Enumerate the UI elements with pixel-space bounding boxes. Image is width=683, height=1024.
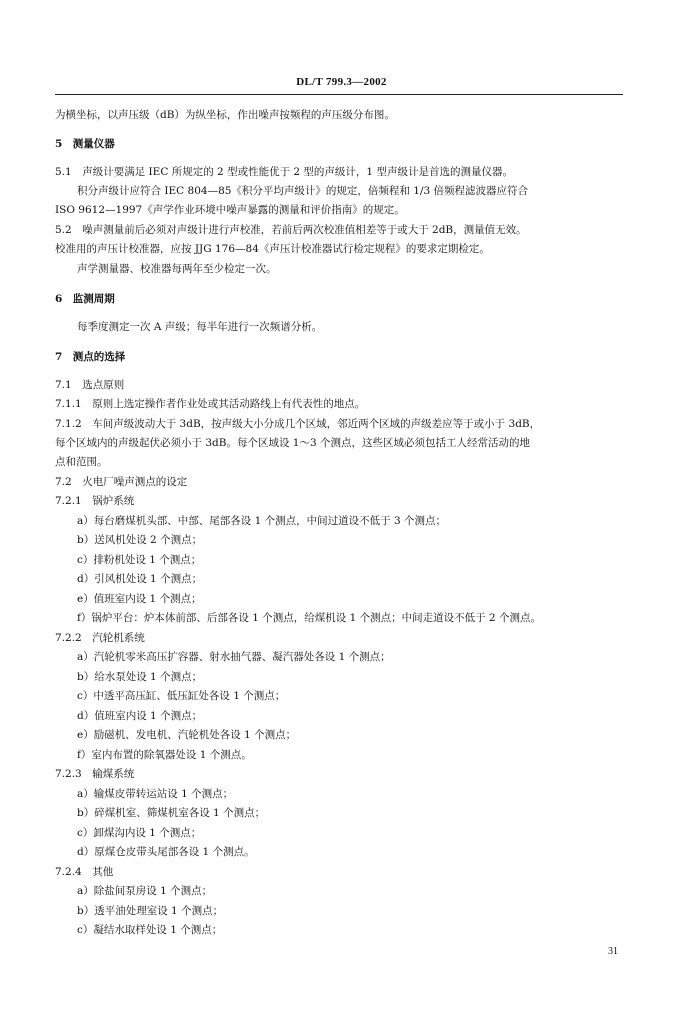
list-item: a）汽轮机零米高压扩容器、射水抽气器、凝汽器处各设 1 个测点； — [77, 651, 391, 663]
text-line: 点和范围。 — [55, 456, 108, 468]
list-item: d）值班室内设 1 个测点； — [77, 710, 203, 722]
section-heading: 6 监测周期 — [55, 293, 115, 305]
text-line: 5.1 声级计要满足 IEC 所规定的 2 型或性能优于 2 型的声级计，1 型声级计是首选的测量仪器。 — [55, 166, 513, 178]
list-item: a）输煤皮带转运站设 1 个测点； — [77, 788, 234, 800]
section-heading: 5 测量仪器 — [55, 138, 115, 150]
list-item: a）每台磨煤机头部、中部、尾部各设 1 个测点，中间过道设不低于 3 个测点； — [77, 515, 446, 527]
list-item: d）引风机处设 1 个测点； — [77, 573, 203, 585]
list-item: d）原煤仓皮带头尾部各设 1 个测点。 — [77, 846, 255, 858]
header-rule — [55, 94, 623, 95]
text-line: ISO 9612—1997《声学作业环境中噪声暴露的测量和评价指南》的规定。 — [55, 204, 405, 216]
text-line: 积分声级计应符合 IEC 804—85《积分平均声级计》的规定，倍频程和 1/3 倍频程滤波器应符合 — [77, 185, 528, 197]
list-item: c）卸煤沟内设 1 个测点； — [77, 827, 202, 839]
text-line: 为横坐标，以声压级（dB）为纵坐标，作出噪声按频程的声压级分布图。 — [55, 109, 395, 121]
text-line: 7.2 火电厂噪声测点的设定 — [55, 476, 188, 488]
section-heading: 7 测点的选择 — [55, 351, 126, 363]
text-line: 7.2.1 锅炉系统 — [55, 495, 135, 507]
list-item: e）值班室内设 1 个测点； — [77, 593, 202, 605]
running-header: DL/T 799.3—2002 — [296, 76, 387, 88]
list-item: a）除盐间泵房设 1 个测点； — [77, 885, 213, 897]
page-number: 31 — [608, 946, 618, 957]
text-line: 声学测量器、校准器每两年至少检定一次。 — [77, 263, 277, 275]
text-line: 7.1 选点原则 — [55, 379, 125, 391]
text-line: 每个区域内的声级起伏必须小于 3dB。每个区域设 1～3 个测点，这些区域必须包括工人经常活动的地 — [55, 437, 530, 449]
list-item: f）室内布置的除氧器处设 1 个测点。 — [77, 749, 252, 761]
text-line: 5.2 噪声测量前后必须对声级计进行声校准，若前后两次校准值相差等于或大于 2dB，测量值无效。 — [55, 224, 527, 236]
text-line: 每季度测定一次 A 声级；每半年进行一次频谱分析。 — [77, 321, 323, 333]
list-item: b）透平油处理室设 1 个测点； — [77, 905, 224, 917]
list-item: b）给水泵处设 1 个测点； — [77, 671, 203, 683]
list-item: e）励磁机、发电机、汽轮机处各设 1 个测点； — [77, 729, 297, 741]
list-item: b）碎煤机室、筛煤机室各设 1 个测点； — [77, 807, 266, 819]
list-item: f）锅炉平台：炉本体前部、后部各设 1 个测点，给煤机设 1 个测点；中间走道设不低于 2 个测点。 — [77, 612, 541, 624]
text-line: 7.2.4 其他 — [55, 866, 114, 878]
list-item: c）凝结水取样处设 1 个测点； — [77, 924, 223, 936]
list-item: c）中透平高压缸、低压缸处各设 1 个测点； — [77, 690, 286, 702]
text-line: 7.2.3 输煤系统 — [55, 768, 135, 780]
text-line: 校准用的声压计校准器，应按 JJG 176—84《声压计校准器试行检定规程》的要求定期检定。 — [55, 243, 490, 255]
list-item: c）排粉机处设 1 个测点； — [77, 554, 202, 566]
list-item: b）送风机处设 2 个测点； — [77, 534, 203, 546]
text-line: 7.1.2 车间声级波动大于 3dB，按声级大小分成几个区域，邻近两个区域的声级差应等于或小于 3dB， — [55, 418, 541, 430]
text-line: 7.1.1 原则上选定操作者作业处或其活动路线上有代表性的地点。 — [55, 398, 366, 410]
text-line: 7.2.2 汽轮机系统 — [55, 632, 145, 644]
